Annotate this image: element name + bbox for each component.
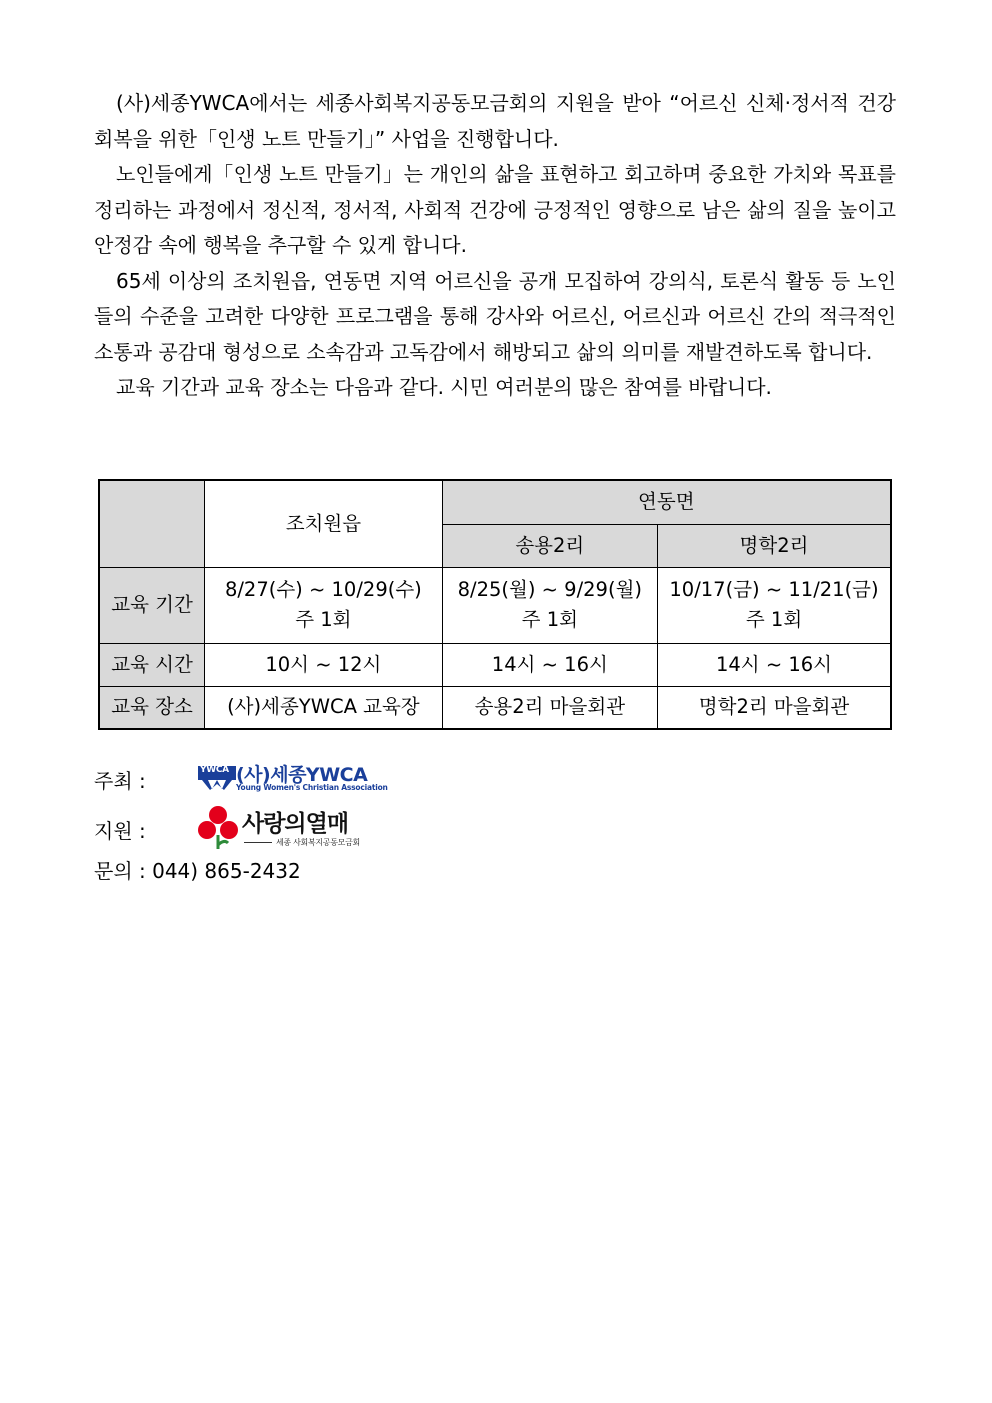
table-cell: 14시 ~ 16시 (442, 643, 657, 686)
table-cell: 14시 ~ 16시 (658, 643, 891, 686)
intro-text (94, 86, 896, 406)
contact-line: 문의 : 044) 865-2432 (94, 859, 301, 883)
host-label: 주최 : (94, 769, 146, 793)
table-cell: 명학2리 마을회관 (658, 686, 891, 729)
header-myeonghak: 명학2리 (658, 524, 891, 567)
love-logo-rule (244, 842, 272, 843)
table-corner-cell (99, 480, 205, 567)
table-row (99, 686, 891, 729)
paragraph: 교육 기간과 교육 장소는 다음과 같다. 시민 여러분의 많은 참여를 바랍니다. (116, 375, 772, 399)
table-cell (658, 567, 891, 643)
period-dates: 8/27(수) ~ 10/29(수) (224, 578, 422, 601)
table-row (99, 643, 891, 686)
row-label: 교육 시간 (99, 643, 205, 686)
header-yeondong: 연동면 (442, 480, 891, 524)
schedule-table (98, 479, 892, 730)
love-logo-sub: 세종 사회복지공동모금회 (276, 838, 360, 847)
ywca-badge-text: YWCA (200, 765, 229, 775)
period-dates: 8/25(월) ~ 9/29(월) (457, 578, 643, 601)
period-dates: 10/17(금) ~ 11/21(금) (669, 578, 879, 601)
support-label: 지원 : (94, 819, 146, 843)
paragraph: 65세 이상의 조치원읍, 연동면 지역 어르신을 공개 모집하여 강의식, 토론식 활동 등 노인들의 수준을 고려한 다양한 프로그램을 통해 강사와 어르신, 어르신과 어르신 간의 적극적인 소통과 공감대 형성으로 소속감과 고독감에서 해방되고 삶의 의미를 재발견하도록 합니다. (94, 268, 896, 364)
ywca-logo (198, 762, 388, 794)
table-cell (442, 567, 657, 643)
header-jochiwon: 조치원읍 (205, 480, 442, 567)
love-fruit-logo (196, 805, 372, 851)
table-cell (205, 567, 442, 643)
love-fruit-icon (196, 805, 240, 851)
header-songyong: 송용2리 (442, 524, 657, 567)
row-label: 교육 기간 (99, 567, 205, 643)
paragraph: (사)세종YWCA에서는 세종사회복지공동모금회의 지원을 받아 “어르신 신체·정서적 건강회복을 위한「인생 노트 만들기」” 사업을 진행합니다. (94, 91, 896, 151)
table-cell: 송용2리 마을회관 (442, 686, 657, 729)
love-logo-main: 사랑의열매 (242, 811, 349, 837)
period-frequency: 주 1회 (745, 608, 803, 631)
table-cell: (사)세종YWCA 교육장 (205, 686, 442, 729)
period-frequency: 주 1회 (295, 608, 352, 631)
table-cell: 10시 ~ 12시 (205, 643, 442, 686)
ywca-logo-main: (사)세종YWCA (236, 764, 368, 786)
table-row (99, 567, 891, 643)
ywca-logo-sub: Young Women's Christian Association (236, 783, 388, 792)
paragraph: 노인들에게「인생 노트 만들기」는 개인의 삶을 표현하고 회고하며 중요한 가치와 목표를 정리하는 과정에서 정신적, 정서적, 사회적 건강에 긍정적인 영향으로 남은 삶의 질을 높이고 안정감 속에 행복을 추구할 수 있게 합니다. (94, 162, 896, 257)
period-frequency: 주 1회 (521, 608, 578, 631)
row-label: 교육 장소 (99, 686, 205, 729)
